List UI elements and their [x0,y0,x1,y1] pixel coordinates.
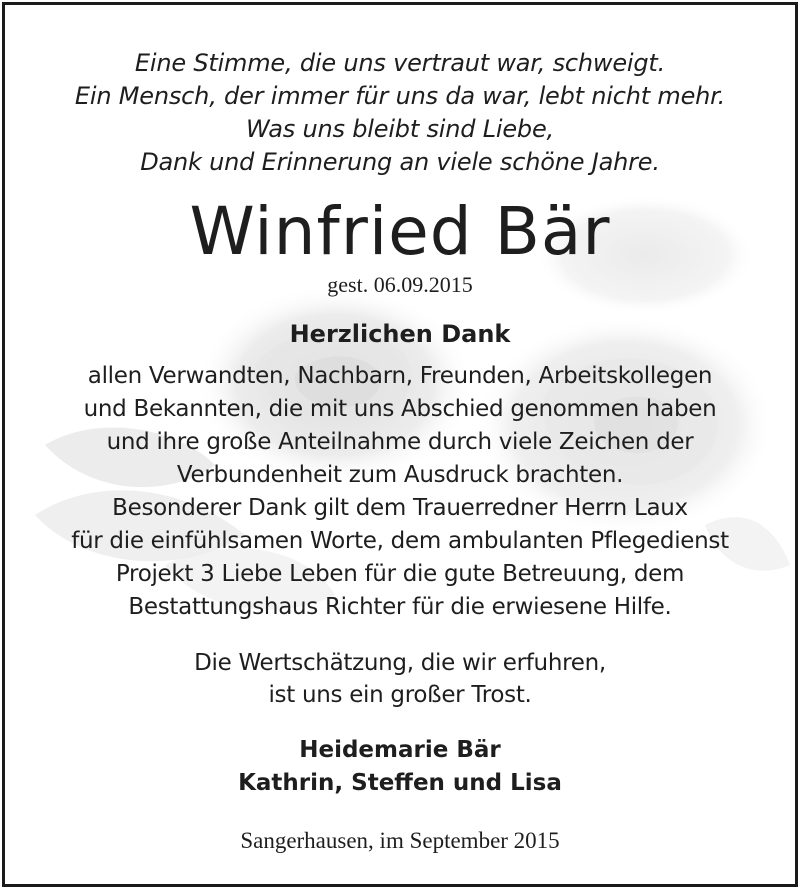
thanks-line: Projekt 3 Liebe Leben für die gute Betreuung, dem [115,561,685,587]
deceased-name: Winfried Bär [189,193,611,270]
thanks-line: für die einfühlsamen Worte, dem ambulanten Pflegedienst [71,528,729,554]
thanks-line: Besonderer Dank gilt dem Trauerredner Herrn Laux [112,495,688,521]
thanks-line: Bestattungshaus Richter für die erwiesene Hilfe. [128,594,672,620]
memorial-poem [5,47,795,179]
signer-line: Heidemarie Bär [299,737,501,763]
poem-line: Ein Mensch, der immer für uns da war, lebt nicht mehr. [74,82,726,110]
poem-line: Eine Stimme, die uns vertraut war, schweigt. [134,49,666,77]
obituary-content [5,5,795,857]
comfort-line: ist uns ein großer Trost. [268,682,532,708]
signers [5,734,795,800]
poem-line: Dank und Erinnerung an viele schöne Jahre. [140,148,660,176]
poem-line: Was uns bleibt sind Liebe, [246,115,554,143]
place-date: Sangerhausen, im September 2015 [240,828,560,853]
thanks-line: allen Verwandten, Nachbarn, Freunden, Arbeitskollegen [87,363,713,389]
thanks-heading: Herzlichen Dank [289,320,511,348]
obituary-frame [2,2,798,887]
thanks-line: und Bekannten, die mit uns Abschied genommen haben [83,396,717,422]
thanks-line: und ihre große Anteilnahme durch viele Zeichen der [106,429,694,455]
comfort-line: Die Wertschätzung, die wir erfuhren, [194,650,606,676]
signer-line: Kathrin, Steffen und Lisa [238,770,562,796]
comfort-text [5,647,795,711]
thanks-text [5,360,795,624]
thanks-line: Verbundenheit zum Ausdruck brachten. [176,462,624,488]
death-date: gest. 06.09.2015 [327,272,473,297]
